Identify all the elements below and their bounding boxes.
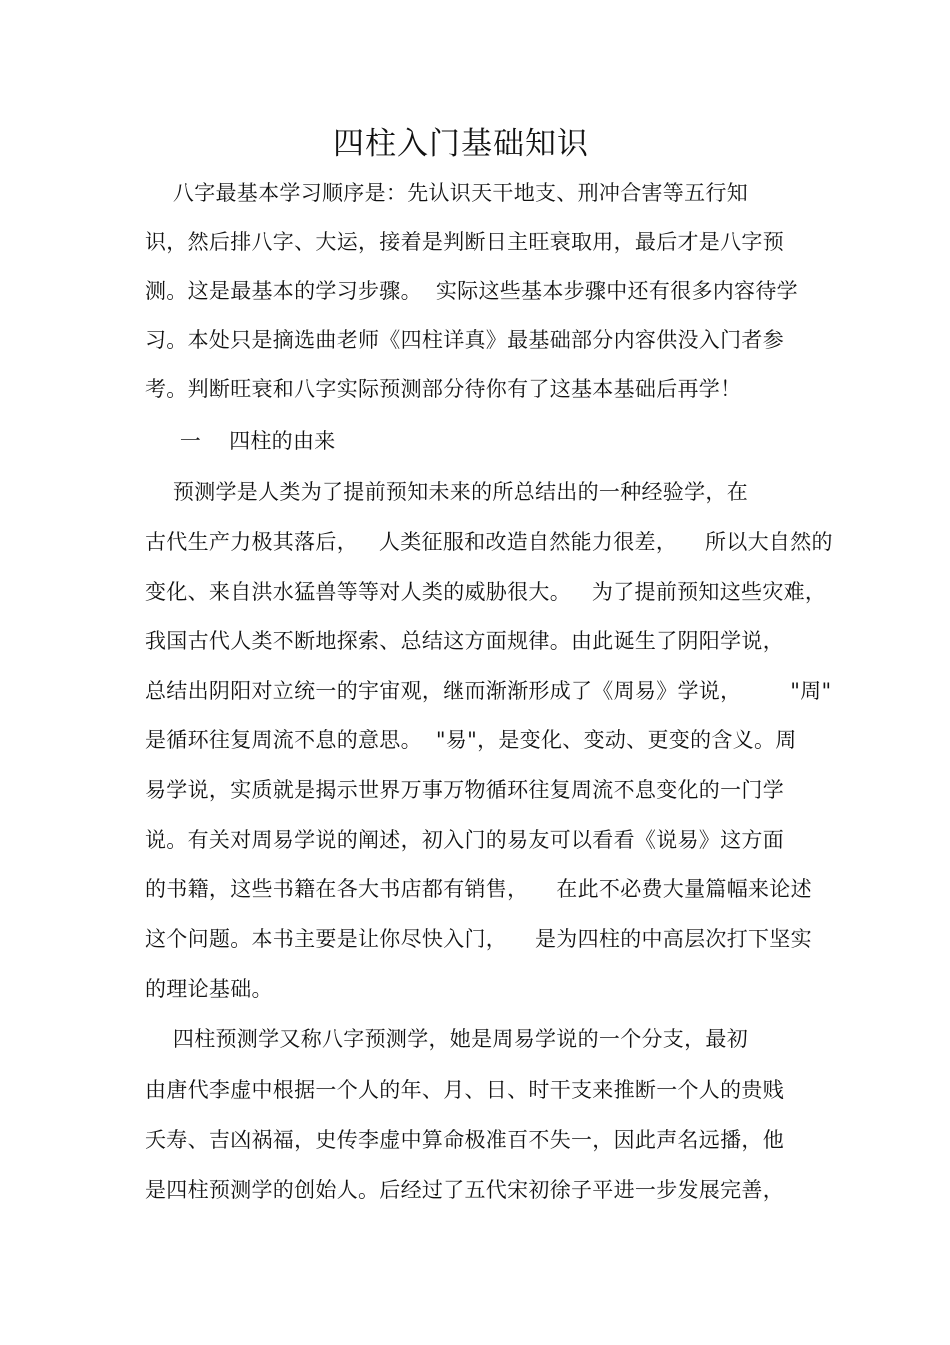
text-line: 由唐代李虚中根据一个人的年、月、日、时干支来推断一个人的贵贱 bbox=[145, 1078, 784, 1102]
text-line: 我国古代人类不断地探索、总结这方面规律。由此诞生了阴阳学说， bbox=[145, 629, 784, 653]
text-line: 是循环往复周流不息的意思。 "易"，是变化、变动、更变的含义。周 bbox=[145, 728, 797, 752]
text-line: 的理论基础。 bbox=[145, 977, 273, 1001]
text-line: 易学说，实质就是揭示世界万事万物循环往复周流不息变化的一门学 bbox=[145, 778, 784, 802]
text-line: 变化、来自洪水猛兽等等对人类的威胁很大。 为了提前预知这些灾难， bbox=[145, 580, 827, 604]
text-line: 四柱预测学又称八字预测学，她是周易学说的一个分支，最初 bbox=[145, 1027, 748, 1051]
text-line: 的书籍，这些书籍在各大书店都有销售， 在此不必费大量篇幅来论述 bbox=[145, 877, 812, 901]
text-line: 习。本处只是摘选曲老师《四柱详真》最基础部分内容供没入门者参 bbox=[145, 328, 784, 352]
text-line: 考。判断旺衰和八字实际预测部分待你有了这基本基础后再学！ bbox=[145, 377, 742, 401]
text-line: 预测学是人类为了提前预知未来的所总结出的一种经验学，在 bbox=[145, 480, 748, 504]
text-line: 古代生产力极其落后， 人类征服和改造自然能力很差， 所以大自然的 bbox=[145, 530, 833, 554]
text-line: 总结出阴阳对立统一的宇宙观，继而渐渐形成了《周易》学说， "周" bbox=[145, 679, 832, 703]
text-line: 这个问题。本书主要是让你尽快入门， 是为四柱的中高层次打下坚实 bbox=[145, 927, 812, 951]
section-heading: 一 四柱的由来 bbox=[145, 429, 336, 453]
text-line: 测。这是最基本的学习步骤。 实际这些基本步骤中还有很多内容待学 bbox=[145, 279, 798, 303]
text-line: 夭寿、吉凶祸福，史传李虚中算命极准百不失一，因此声名远播，他 bbox=[145, 1128, 784, 1152]
text-line: 是四柱预测学的创始人。后经过了五代宋初徐子平进一步发展完善， bbox=[145, 1178, 784, 1202]
text-line: 八字最基本学习顺序是：先认识天干地支、刑冲合害等五行知 bbox=[145, 181, 748, 205]
text-line: 识，然后排八字、大运，接着是判断日主旺衰取用，最后才是八字预 bbox=[145, 230, 784, 254]
page-title: 四柱入门基础知识 bbox=[333, 126, 589, 162]
text-line: 说。有关对周易学说的阐述，初入门的易友可以看看《说易》这方面 bbox=[145, 828, 784, 852]
